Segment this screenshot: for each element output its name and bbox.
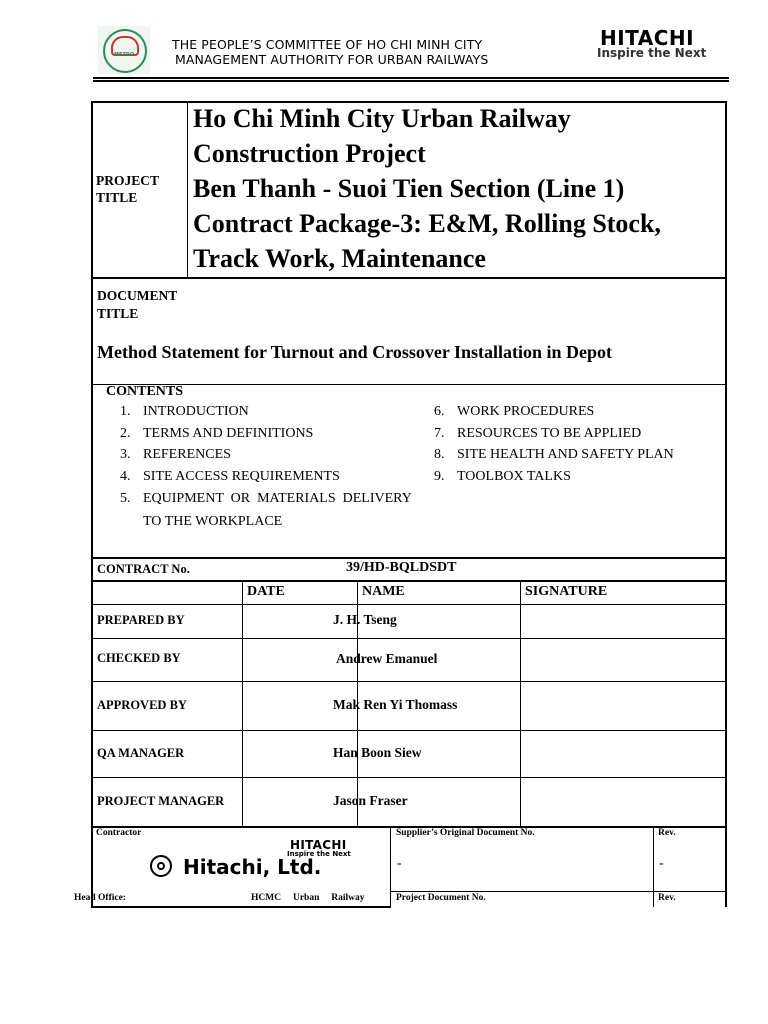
signoff-role: APPROVED BY: [97, 698, 187, 712]
row-divider-3: [91, 557, 727, 559]
project-doc-label: Project Document No.: [396, 893, 486, 903]
supplier-doc-value: -: [397, 856, 402, 871]
row-divider-4: [91, 580, 727, 582]
table-right-border: [725, 101, 727, 907]
signoff-role: CHECKED BY: [97, 651, 181, 665]
header-rule-thin: [93, 77, 729, 79]
hitachi-tagline: Inspire the Next: [597, 46, 707, 60]
contents-item: EQUIPMENT OR MATERIALS DELIVERY: [143, 491, 412, 506]
contents-num: 4.: [120, 469, 131, 484]
signoff-role: QA MANAGER: [97, 746, 185, 760]
project-label-1: PROJECT: [96, 173, 160, 188]
rev-value: -: [659, 856, 664, 871]
project-title-divider: [187, 101, 188, 278]
row-divider-1: [91, 277, 727, 279]
rev-label: Rev.: [658, 828, 676, 838]
project-title-line-5: Track Work, Maintenance: [193, 244, 486, 273]
document-label-1: DOCUMENT: [97, 288, 178, 303]
signoff-row-divider: [91, 730, 727, 731]
contents-num: 7.: [434, 426, 445, 441]
rev-label-2: Rev.: [658, 893, 676, 903]
hitachi-logo: HITACHI: [600, 26, 695, 50]
signoff-header-name: NAME: [362, 584, 405, 599]
signoff-name: Mak Ren Yi Thomass: [333, 697, 458, 712]
contents-item: SITE HEALTH AND SAFETY PLAN: [457, 447, 674, 462]
header-line-2: MANAGEMENT AUTHORITY FOR URBAN RAILWAYS: [175, 52, 489, 67]
contents-item: REFERENCES: [143, 447, 231, 462]
contents-item: INTRODUCTION: [143, 404, 249, 419]
footer-col-divider-2: [653, 827, 654, 907]
project-label-2: TITLE: [96, 190, 138, 205]
contents-heading: CONTENTS: [106, 384, 184, 399]
signoff-row-divider: [91, 638, 727, 639]
document-title: Method Statement for Turnout and Crossover Installation in Depot: [97, 342, 613, 362]
footer-col-divider-1: [390, 827, 391, 907]
signoff-col-divider-1: [242, 581, 243, 827]
signoff-header-signature: SIGNATURE: [525, 584, 608, 599]
signoff-row-divider: [91, 777, 727, 778]
project-title-line-3: Ben Thanh - Suoi Tien Section (Line 1): [193, 174, 625, 203]
contractor-tagline: Inspire the Next: [287, 850, 351, 858]
signoff-name: Jason Fraser: [333, 793, 408, 808]
contents-item: WORK PROCEDURES: [457, 404, 595, 419]
contents-num: 2.: [120, 426, 131, 441]
row-divider-2: [91, 384, 727, 385]
signoff-role: PROJECT MANAGER: [97, 794, 225, 808]
head-office-value: HCMC Urban Railway: [251, 893, 365, 903]
signoff-col-divider-3: [520, 581, 521, 827]
contractor-label: Contractor: [96, 828, 142, 838]
signoff-row-divider: [91, 604, 727, 605]
contractor-hitachi-logo: HITACHI: [290, 838, 347, 852]
contract-label: CONTRACT No.: [97, 562, 190, 576]
project-title-line-4: Contract Package-3: E&M, Rolling Stock,: [193, 209, 661, 238]
project-title-line-1: Ho Chi Minh City Urban Railway: [193, 104, 571, 133]
contractor-company: Hitachi, Ltd.: [183, 855, 322, 879]
head-office-label: Head Office:: [74, 893, 126, 903]
contents-item: RESOURCES TO BE APPLIED: [457, 426, 642, 441]
contents-item: TOOLBOX TALKS: [457, 469, 571, 484]
signoff-row-divider: [91, 681, 727, 682]
contents-item-continued: TO THE WORKPLACE: [143, 514, 283, 529]
metro-logo: [98, 26, 150, 74]
header-line-1: THE PEOPLE’S COMMITTEE OF HO CHI MINH CITY: [172, 37, 483, 52]
footer-row-divider: [390, 891, 727, 892]
metro-logo-text: METRO: [114, 52, 134, 58]
contents-num: 8.: [434, 447, 445, 462]
signoff-role: PREPARED BY: [97, 613, 185, 627]
contents-num: 5.: [120, 491, 131, 506]
contents-num: 1.: [120, 404, 131, 419]
contents-item: TERMS AND DEFINITIONS: [143, 426, 314, 441]
project-title-line-2: Construction Project: [193, 139, 426, 168]
signoff-name: Han Boon Siew: [333, 745, 422, 760]
contents-num: 6.: [434, 404, 445, 419]
signoff-name: J. H. Tseng: [333, 612, 397, 627]
signoff-header-date: DATE: [247, 584, 285, 599]
footer-bottom-border: [91, 906, 391, 908]
contents-num: 3.: [120, 447, 131, 462]
document-label-2: TITLE: [97, 306, 139, 321]
signoff-name: Andrew Emanuel: [336, 651, 438, 666]
contents-item: SITE ACCESS REQUIREMENTS: [143, 469, 340, 484]
contents-num: 9.: [434, 469, 445, 484]
table-left-border: [91, 101, 93, 907]
header-rule-thick: [93, 80, 729, 82]
contract-number: 39/HD-BQLDSDT: [346, 560, 457, 575]
hitachi-gear-icon: [150, 855, 172, 877]
supplier-doc-label: Supplier’s Original Document No.: [396, 828, 535, 838]
